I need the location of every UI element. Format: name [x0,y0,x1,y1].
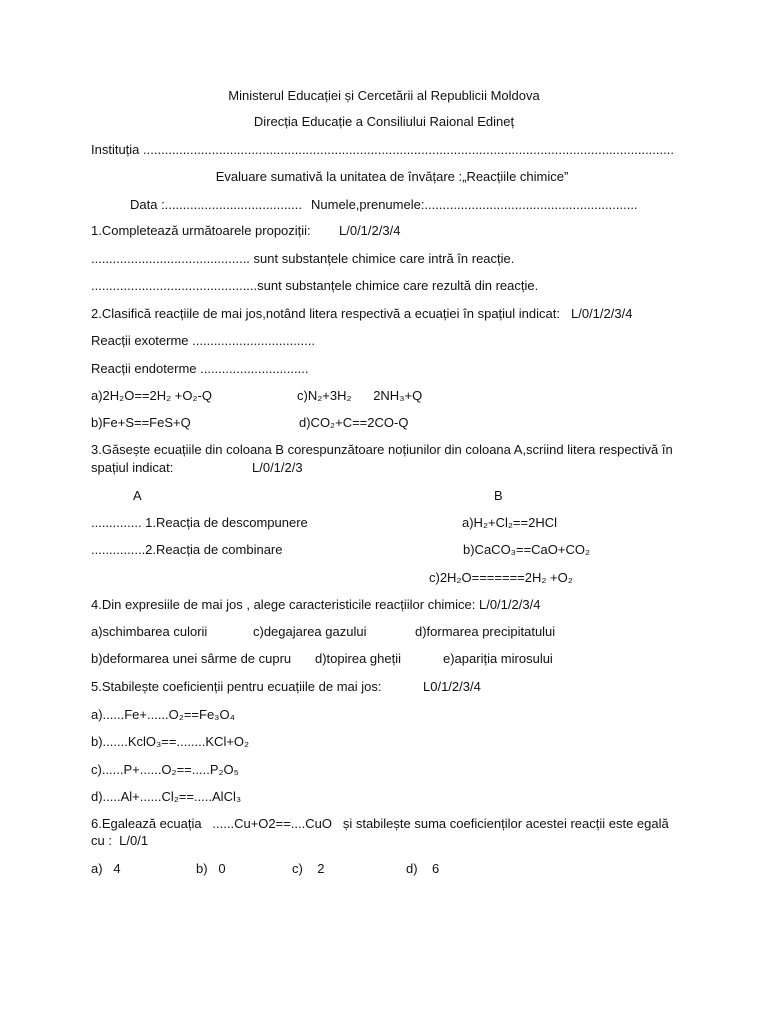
ministry-heading: Ministerul Educației și Cercetării al Republicii Moldova [228,88,540,103]
q3-equation-b: b)CaCO₃==CaO+CO₂ [463,542,591,557]
q4-option-b: b)deformarea unei sârme de cupru [91,651,292,666]
q3-prompt-line-1: 3.Găsește ecuațiile din coloana B corespunzătoare noțiunilor din coloana A,scriind litera respectivă în [91,442,673,457]
q2-endothermic: Reacții endoterme .............................. [91,361,309,376]
q1-line-2: ..............................................sunt substanțele chimice care rezultă din reacție. [91,278,539,293]
q3-column-a-header: A [133,488,142,503]
date-field: Data :...................................... [130,197,302,212]
test-title: Evaluare sumativă la unitatea de învățare :„Reacțiile chimice” [215,169,569,184]
name-field: Numele,prenumele:........................................................... [311,197,638,212]
q6-prompt-line-1: 6.Egalează ecuația ......Cu+O2==....CuO și stabilește suma coeficienților acestei reacții este egală [91,816,669,831]
q4-option-c: c)degajarea gazului [253,624,367,639]
q1-prompt: 1.Completează următoarele propoziții: [91,223,311,238]
q6-answer-d: d) 6 [406,861,440,876]
institution-line: Instituția ................................................................................................................................................... [91,142,674,157]
q6-answer-c: c) 2 [292,861,325,876]
q1-line-1: ............................................ sunt substanțele chimice care intră în reacție. [91,251,515,266]
q5-equation-a: a)......Fe+......O₂==Fe₃O₄ [91,707,235,722]
q5-equation-d: d).....Al+......Cl₂==.....AlCl₃ [91,789,242,804]
q5-prompt: 5.Stabilește coeficienții pentru ecuațiile de mai jos: [91,679,382,694]
q2-equation-d: d)CO₂+C==2CO-Q [299,415,409,430]
q4-option-d: d)formarea precipitatului [415,624,556,639]
q5-equation-c: c)......P+......O₂==.....P₂O₅ [91,762,239,777]
q3-item-1: .............. 1.Reacția de descompunere [91,515,308,530]
q2-equation-c: c)N₂+3H₂ 2NH₃+Q [297,388,423,403]
q4-option-a: a)schimbarea culorii [91,624,208,639]
q3-score: L/0/1/2/3 [252,460,303,475]
q1-score: L/0/1/2/3/4 [339,223,401,238]
q4-option-d2: d)topirea gheții [315,651,401,666]
q3-column-b-header: B [494,488,503,503]
q6-prompt-line-2: cu : L/0/1 [91,833,149,848]
q2-exothermic: Reacții exoterme .................................. [91,333,315,348]
q6-answer-a: a) 4 [91,861,121,876]
q5-equation-b: b).......KclO₃==........KCl+O₂ [91,734,250,749]
q2-equation-b: b)Fe+S==FeS+Q [91,415,191,430]
directorate-heading: Direcția Educație a Consiliului Raional Edineț [253,114,515,129]
q2-score: L/0/1/2/3/4 [571,306,633,321]
q4-option-e: e)apariția mirosului [443,651,553,666]
q3-prompt-line-2: spațiul indicat: [91,460,174,475]
q6-answer-b: b) 0 [196,861,226,876]
q5-score: L0/1/2/3/4 [423,679,481,694]
q3-equation-a: a)H₂+Cl₂==2HCl [462,515,557,530]
q3-equation-c: c)2H₂O=======2H₂ +O₂ [429,570,573,585]
q2-equation-a: a)2H₂O==2H₂ +O₂-Q [91,388,212,403]
q4-prompt: 4.Din expresiile de mai jos , alege caracteristicile reacțiilor chimice: L/0/1/2/3/4 [91,597,541,612]
q2-prompt: 2.Clasifică reacțiile de mai jos,notând litera respectivă a ecuației în spațiul indicat: [91,306,560,321]
q3-item-2: ...............2.Reacția de combinare [91,542,283,557]
